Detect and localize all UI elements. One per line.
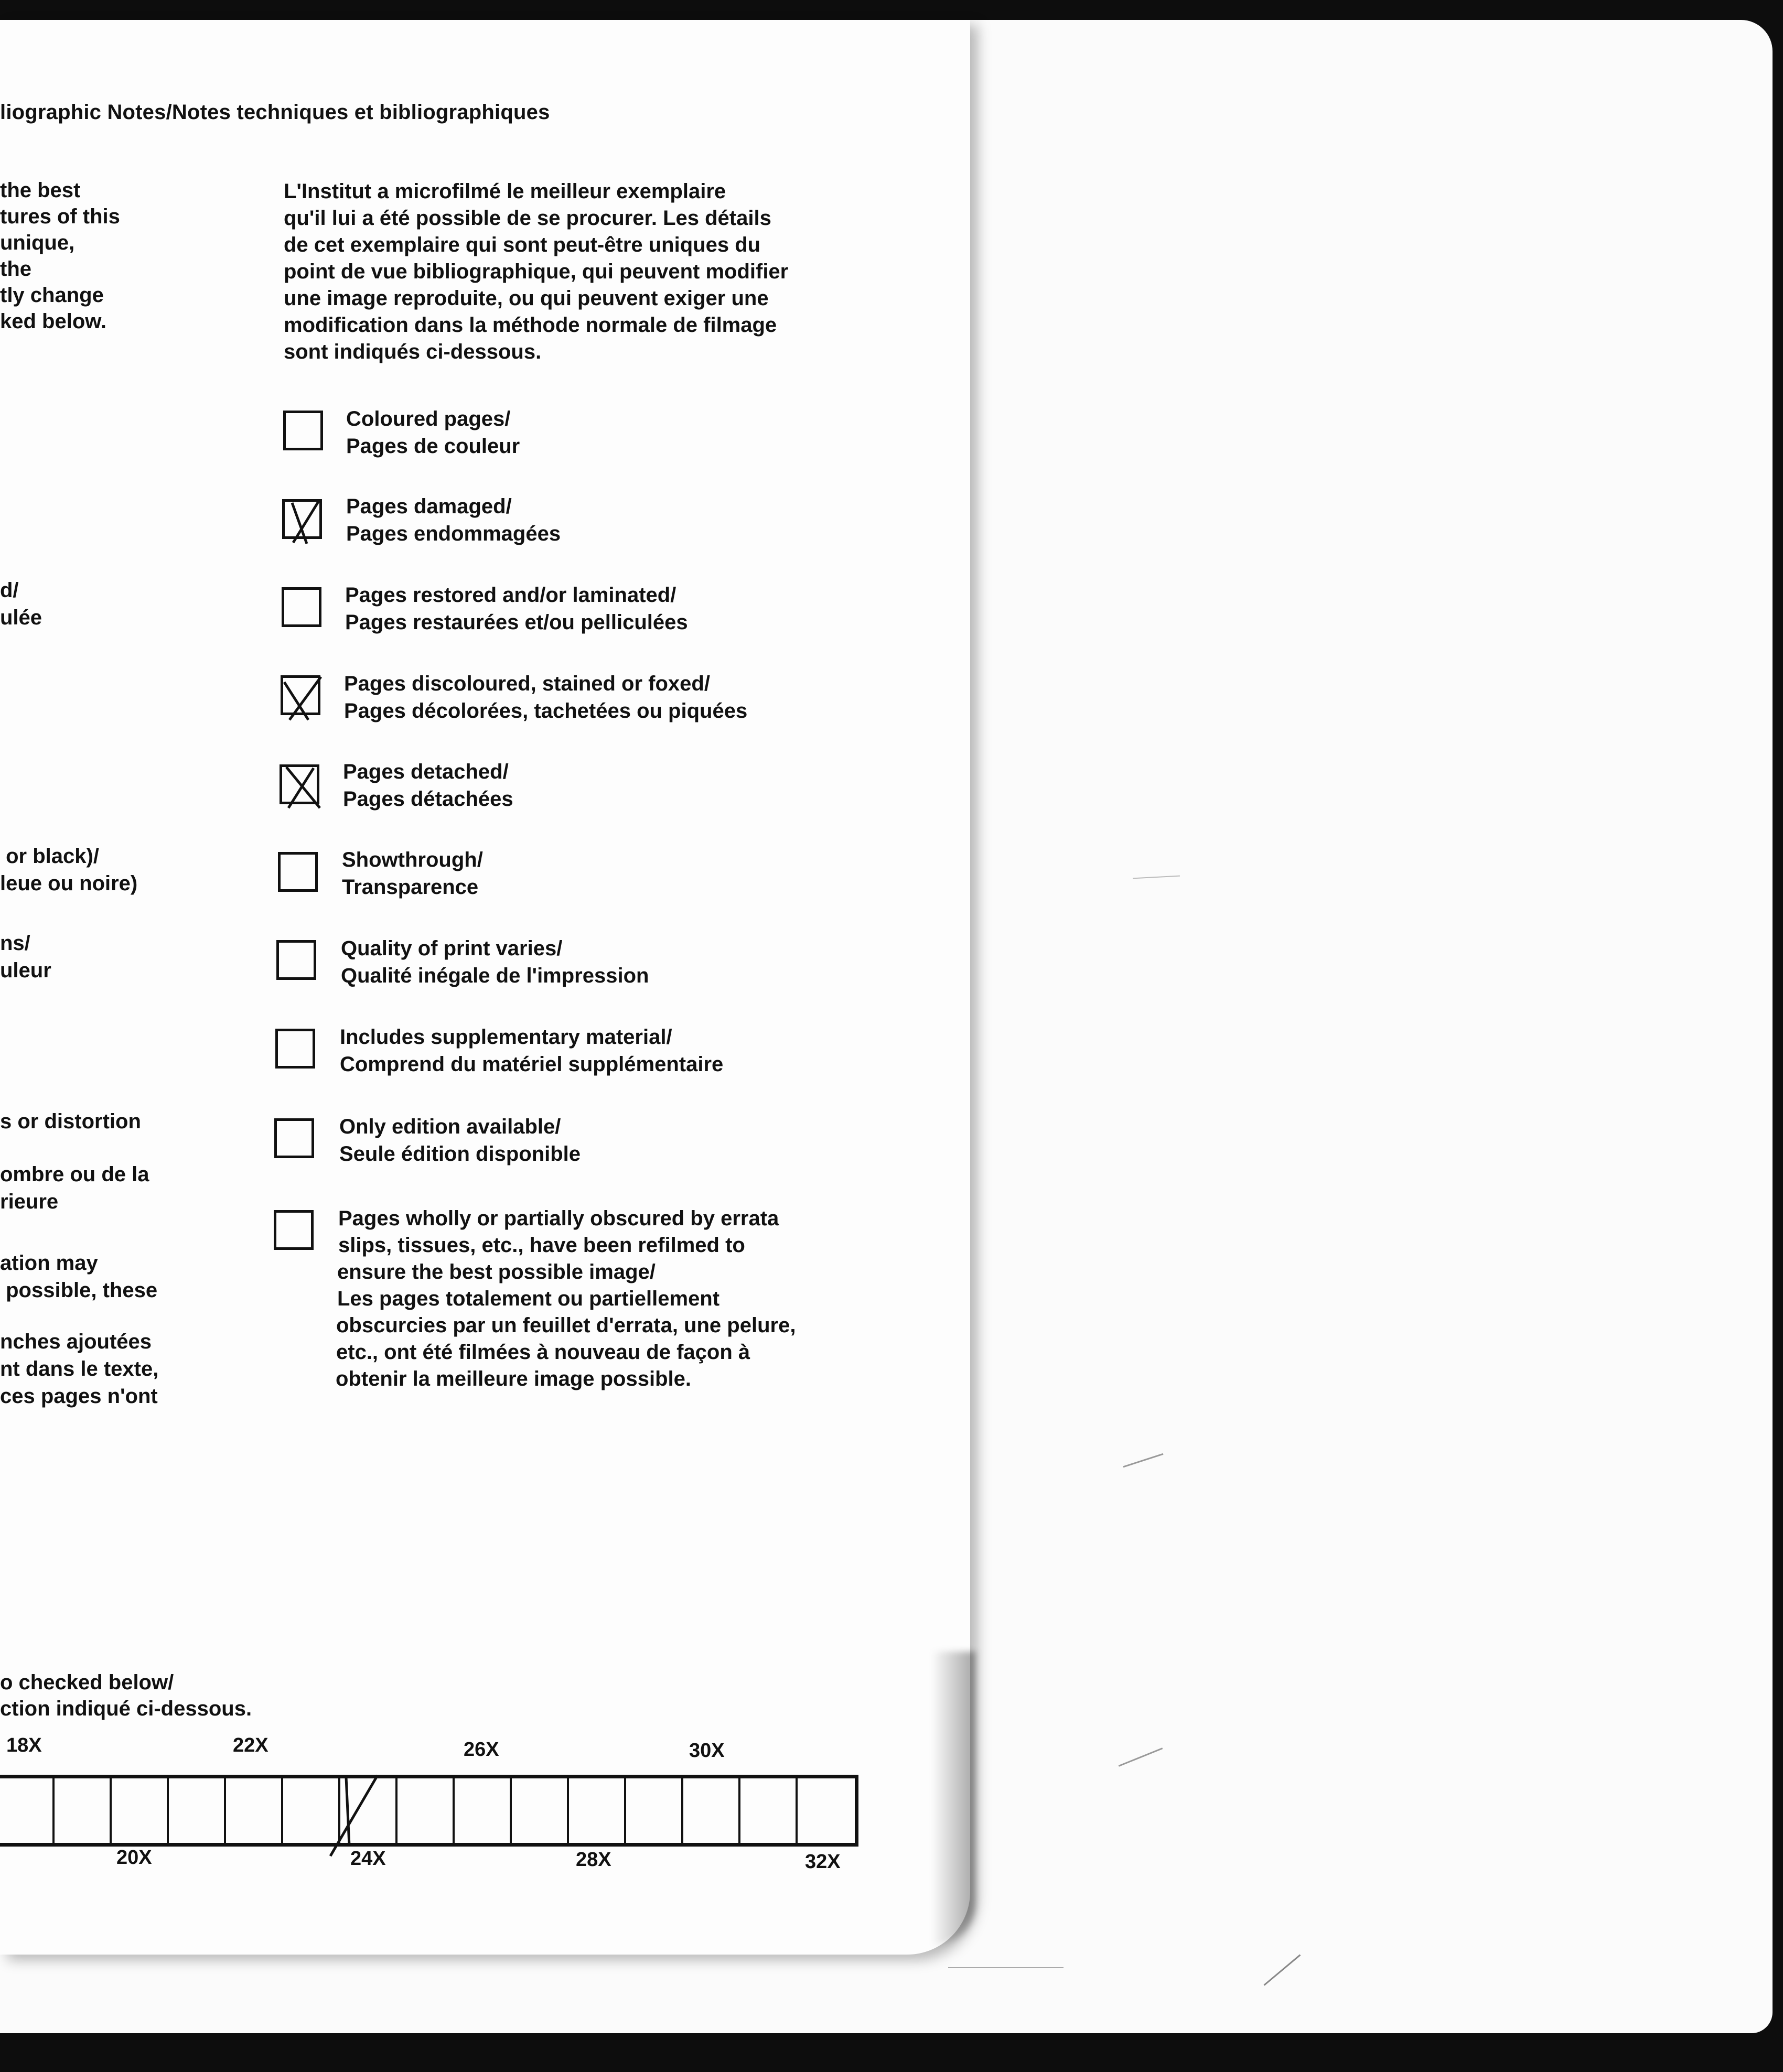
left-text-fragment: ulée	[0, 606, 42, 629]
pages-obscured-checkbox[interactable]	[274, 1210, 314, 1250]
supplementary-material-checkbox[interactable]	[275, 1029, 315, 1069]
option-label: etc., ont été filmées à nouveau de façon à	[336, 1341, 750, 1364]
scale-cell[interactable]	[281, 1778, 283, 1843]
left-text-fragment: possible, these	[0, 1279, 158, 1302]
pages-damaged-checkbox[interactable]	[282, 499, 322, 539]
intro-line: modification dans la méthode normale de filmage	[284, 314, 777, 337]
scale-bottom-label: 32X	[805, 1851, 841, 1873]
scale-cell[interactable]	[796, 1778, 798, 1843]
left-text-fragment: d/	[0, 579, 19, 602]
left-text-fragment: unique,	[0, 231, 75, 254]
left-text-fragment: ation may	[0, 1251, 98, 1275]
option-label: Pages damaged/	[346, 495, 512, 518]
checkmark-x-icon	[279, 764, 325, 810]
scale-cell[interactable]	[167, 1778, 169, 1843]
option-label: Pages décolorées, tachetées ou piquées	[344, 699, 748, 722]
scale-cell[interactable]	[395, 1778, 398, 1843]
left-text-fragment: rieure	[0, 1190, 59, 1213]
left-text-fragment: o checked below/	[0, 1671, 174, 1694]
option-label: Only edition available/	[339, 1115, 561, 1138]
scale-cell[interactable]	[567, 1778, 569, 1843]
option-label: obscurcies par un feuillet d'errata, une pelure,	[336, 1314, 796, 1337]
scale-top-label: 22X	[233, 1734, 268, 1756]
selected-scale-x-icon	[325, 1767, 388, 1861]
intro-line: une image reproduite, ou qui peuvent exiger une	[284, 287, 769, 310]
left-text-fragment: s or distortion	[0, 1110, 141, 1133]
scale-cell[interactable]	[681, 1778, 683, 1843]
option-label: Pages wholly or partially obscured by errata	[338, 1207, 779, 1230]
intro-line: qu'il lui a été possible de se procurer. Les détails	[284, 207, 771, 230]
pages-discoloured-checkbox[interactable]	[281, 675, 320, 715]
option-label: slips, tissues, etc., have been refilmed to	[338, 1234, 745, 1257]
scale-cell[interactable]	[52, 1778, 55, 1843]
scan-speck	[948, 1967, 1064, 1968]
option-label: Showthrough/	[342, 848, 483, 871]
left-text-fragment: the	[0, 257, 31, 280]
option-label: Pages discoloured, stained or foxed/	[344, 672, 710, 695]
scale-cell[interactable]	[224, 1778, 226, 1843]
left-text-fragment: ked below.	[0, 310, 107, 333]
scale-cell[interactable]	[738, 1778, 740, 1843]
left-text-fragment: tures of this	[0, 205, 120, 228]
pages-restored-checkbox[interactable]	[282, 587, 321, 627]
left-text-fragment: nt dans le texte,	[0, 1357, 159, 1380]
option-label: ensure the best possible image/	[337, 1260, 656, 1283]
left-text-fragment: tly change	[0, 284, 104, 307]
checkmark-x-icon	[280, 675, 326, 721]
left-text-fragment: uleur	[0, 959, 51, 982]
left-text-fragment: the best	[0, 179, 81, 202]
showthrough-checkbox[interactable]	[278, 852, 318, 892]
intro-line: sont indiqués ci-dessous.	[284, 340, 542, 363]
left-text-fragment: ns/	[0, 932, 30, 955]
scale-bottom-label: 24X	[350, 1848, 386, 1870]
quality-print-checkbox[interactable]	[276, 940, 316, 980]
left-text-fragment: leue ou noire)	[0, 872, 138, 895]
scale-cell[interactable]	[110, 1778, 112, 1843]
left-text-fragment: or black)/	[0, 845, 99, 868]
scale-bottom-label: 20X	[116, 1847, 152, 1869]
only-edition-checkbox[interactable]	[274, 1118, 314, 1158]
scale-cell[interactable]	[453, 1778, 455, 1843]
page-curl-shadow	[933, 1652, 975, 1945]
option-label: Quality of print varies/	[341, 937, 563, 960]
option-label: Coloured pages/	[346, 407, 511, 430]
option-label: Pages endommagées	[346, 522, 561, 545]
checkmark-x-icon	[282, 499, 328, 545]
option-label: Pages detached/	[343, 760, 509, 783]
option-label: Pages de couleur	[346, 435, 520, 458]
option-label: Les pages totalement ou partiellement	[337, 1287, 720, 1310]
option-label: Includes supplementary material/	[340, 1026, 672, 1049]
intro-line: L'Institut a microfilmé le meilleur exemplaire	[284, 180, 726, 203]
left-text-fragment: ombre ou de la	[0, 1163, 149, 1186]
scale-top-label: 18X	[6, 1734, 42, 1756]
left-text-fragment: nches ajoutées	[0, 1330, 152, 1353]
page-title: liographic Notes/Notes techniques et bibliographiques	[0, 101, 550, 124]
option-label: Pages restored and/or laminated/	[345, 584, 676, 607]
option-label: Transparence	[342, 876, 479, 899]
intro-line: point de vue bibliographique, qui peuvent modifier	[284, 260, 789, 283]
option-label: obtenir la meilleure image possible.	[336, 1367, 691, 1390]
coloured-pages-checkbox[interactable]	[283, 411, 323, 450]
scale-top-label: 30X	[689, 1740, 725, 1762]
scale-top-label: 26X	[464, 1739, 499, 1761]
scale-cell[interactable]	[624, 1778, 626, 1843]
option-label: Seule édition disponible	[339, 1142, 581, 1166]
option-label: Qualité inégale de l'impression	[341, 964, 649, 987]
option-label: Pages détachées	[343, 787, 513, 811]
option-label: Comprend du matériel supplémentaire	[340, 1053, 724, 1076]
left-text-fragment: ction indiqué ci-dessous.	[0, 1697, 252, 1720]
pages-detached-checkbox[interactable]	[280, 764, 319, 804]
reduction-ratio-scale	[0, 1775, 858, 1847]
scale-bottom-label: 28X	[576, 1849, 611, 1871]
option-label: Pages restaurées et/ou pelliculées	[345, 611, 688, 634]
intro-line: de cet exemplaire qui sont peut-être uniques du	[284, 233, 761, 256]
scale-cell[interactable]	[510, 1778, 512, 1843]
left-text-fragment: ces pages n'ont	[0, 1385, 158, 1408]
